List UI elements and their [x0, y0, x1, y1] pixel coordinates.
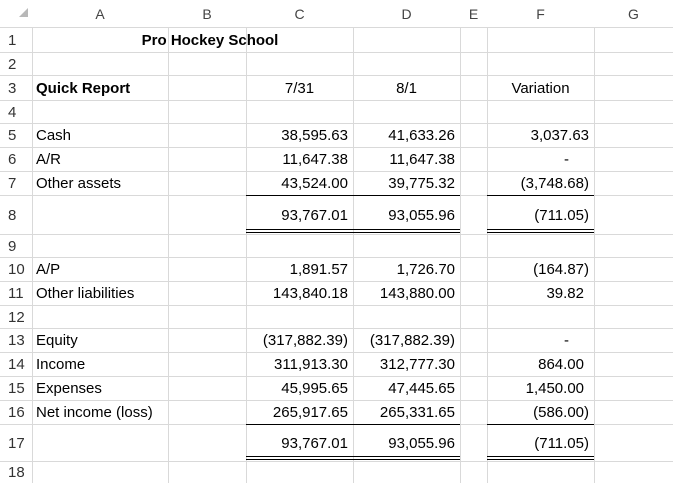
row-label: Other assets: [36, 175, 122, 192]
border-double-underline: [246, 459, 460, 460]
border-double-underline: [487, 232, 594, 233]
column-header-e[interactable]: E: [460, 0, 487, 27]
report-title: Pro Hockey School: [141, 31, 279, 49]
row-header-16[interactable]: 16: [0, 401, 32, 424]
row-label: Expenses: [36, 380, 102, 397]
border-underline: [246, 195, 460, 196]
date-header-d: 8/1: [396, 79, 417, 97]
row-header-5[interactable]: 5: [0, 124, 32, 147]
cell-value-c: 45,995.65: [281, 380, 348, 397]
cell-value-f: 3,037.63: [530, 127, 589, 144]
total-value-f: (711.05): [534, 434, 589, 452]
cell-value-c: 1,891.57: [289, 261, 348, 278]
row-header-17[interactable]: 17: [0, 425, 32, 461]
border-underline: [246, 424, 460, 425]
row-header-1[interactable]: 1: [0, 28, 32, 52]
cell-value-c: 38,595.63: [281, 127, 348, 144]
total-value-f: (711.05): [534, 206, 589, 224]
cell-value-f: -: [564, 332, 569, 349]
row-header-13[interactable]: 13: [0, 329, 32, 352]
border-double-underline: [487, 456, 594, 457]
border-underline: [487, 195, 594, 196]
date-header-c: 7/31: [284, 79, 315, 97]
select-all-icon: [19, 8, 28, 17]
column-header-f[interactable]: F: [487, 0, 594, 27]
cell-value-d: 41,633.26: [388, 127, 455, 144]
row-label: Equity: [36, 332, 78, 349]
row-header-4[interactable]: 4: [0, 101, 32, 123]
cell-value-d: 265,331.65: [379, 404, 455, 421]
row-header-2[interactable]: 2: [0, 53, 32, 75]
column-header-b[interactable]: B: [168, 0, 246, 27]
border-double-underline: [246, 232, 460, 233]
cell-value-c: 143,840.18: [272, 285, 348, 302]
row-header-10[interactable]: 10: [0, 258, 32, 281]
row-header-6[interactable]: 6: [0, 148, 32, 171]
cell-value-d: 312,777.30: [379, 356, 455, 373]
border-double-underline: [246, 456, 460, 457]
cell-value-d: 47,445.65: [388, 380, 455, 397]
row-label: Other liabilities: [36, 285, 135, 302]
quick-report-label: Quick Report: [36, 79, 131, 97]
cell-value-c: 43,524.00: [281, 175, 348, 192]
cell-value-f: (164.87): [533, 261, 589, 278]
row-label: Net income (loss): [36, 404, 153, 421]
total-value-d: 93,055.96: [388, 206, 455, 224]
border-double-underline: [487, 229, 594, 230]
cell-value-c: (317,882.39): [262, 332, 348, 349]
column-header-a[interactable]: A: [32, 0, 168, 27]
cell-value-d: (317,882.39): [369, 332, 455, 349]
total-value-c: 93,767.01: [281, 206, 348, 224]
row-header-7[interactable]: 7: [0, 172, 32, 195]
cell-value-c: 311,913.30: [274, 356, 348, 373]
row-header-15[interactable]: 15: [0, 377, 32, 400]
cell-value-f: 1,450.00: [525, 380, 584, 397]
cell-value-f: 864.00: [538, 356, 584, 373]
row-header-8[interactable]: 8: [0, 196, 32, 234]
row-header-12[interactable]: 12: [0, 306, 32, 328]
row-header-14[interactable]: 14: [0, 353, 32, 376]
total-value-c: 93,767.01: [281, 434, 348, 452]
border-double-underline: [246, 229, 460, 230]
row-header-18[interactable]: 18: [0, 462, 32, 483]
row-header-3[interactable]: 3: [0, 76, 32, 100]
column-header-c[interactable]: C: [246, 0, 353, 27]
row-header-11[interactable]: 11: [0, 282, 32, 305]
row-label: Income: [36, 356, 86, 373]
variation-header: Variation: [511, 79, 570, 97]
row-label: Cash: [36, 127, 72, 144]
cell-value-d: 1,726.70: [396, 261, 455, 278]
cell-value-c: 265,917.65: [272, 404, 348, 421]
row-label: A/R: [36, 151, 62, 168]
cell-value-f: 39.82: [546, 285, 584, 302]
cell-value-f: -: [564, 151, 569, 168]
cell-value-f: (3,748.68): [520, 175, 589, 192]
row-header-9[interactable]: 9: [0, 235, 32, 257]
cell-value-d: 39,775.32: [388, 175, 455, 192]
border-double-underline: [487, 459, 594, 460]
cell-value-c: 11,647.38: [282, 151, 348, 168]
cell-value-f: (586.00): [533, 404, 589, 421]
column-header-g[interactable]: G: [594, 0, 673, 27]
row-label: A/P: [36, 261, 61, 278]
cell-value-d: 143,880.00: [379, 285, 455, 302]
column-header-d[interactable]: D: [353, 0, 460, 27]
cell-value-d: 11,647.38: [389, 151, 455, 168]
border-underline: [487, 424, 594, 425]
total-value-d: 93,055.96: [388, 434, 455, 452]
